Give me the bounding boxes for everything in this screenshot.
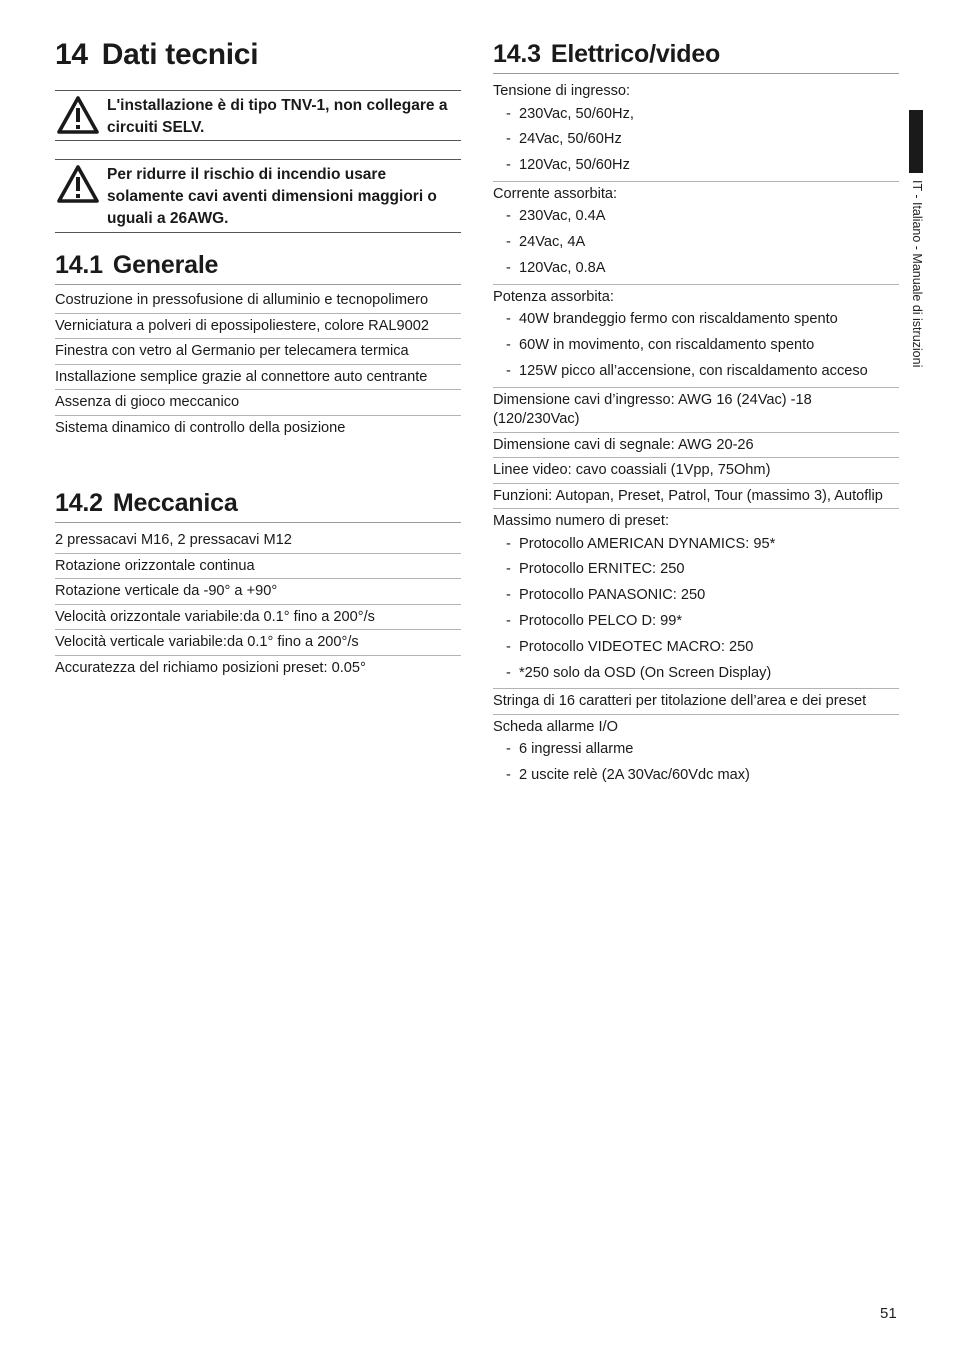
section-title-text: Meccanica	[112, 489, 238, 517]
spec-group-head: Tensione di ingresso:	[493, 83, 631, 99]
spec-group-allarmi	[493, 715, 899, 791]
side-label: IT - Italiano - Manuale di istruzioni	[910, 180, 924, 368]
spec-row: Accuratezza del richiamo posizioni preset: 0.05°	[55, 659, 366, 676]
spec-row: Installazione semplice grazie al connettore auto centrante	[55, 365, 461, 391]
spec-row: 2 pressacavi M16, 2 pressacavi M12	[55, 528, 461, 554]
spec-subitem: - *250 solo da OSD (On Screen Display)	[493, 661, 899, 687]
section-number: 14.2	[55, 489, 103, 517]
spec-subitem: - 120Vac, 50/60Hz	[493, 153, 899, 179]
spec-subitem: - 120Vac, 0.8A	[493, 256, 899, 282]
spec-row: Rotazione verticale da -90° a +90°	[55, 579, 461, 605]
warning-triangle-icon	[56, 164, 100, 204]
spec-row: Linee video: cavo coassiali (1Vpp, 75Ohm)	[493, 458, 899, 484]
spec-subitem: - 40W brandeggio fermo con riscaldamento spento	[493, 307, 899, 333]
section-title-meccanica	[55, 489, 461, 523]
spec-list-elettrico	[493, 79, 899, 791]
spec-subitem: - Protocollo PANASONIC: 250	[493, 583, 899, 609]
section-title-text: Elettrico/video	[550, 40, 721, 68]
spec-group-head: Corrente assorbita:	[493, 185, 618, 202]
warning-text: L'installazione è di tipo TNV-1, non collegare a circuiti SELV.	[107, 97, 448, 136]
spec-row: Finestra con vetro al Germanio per telecamera termica	[55, 339, 461, 365]
spec-row: Rotazione orizzontale continua	[55, 554, 461, 580]
spec-row: Funzioni: Autopan, Preset, Patrol, Tour (massimo 3), Autoflip	[493, 484, 899, 510]
spec-subitem: - 60W in movimento, con riscaldamento spento	[493, 333, 899, 359]
spec-row: Dimensione cavi di segnale: AWG 20-26	[493, 433, 899, 459]
spec-subitem: - 230Vac, 0.4A	[493, 204, 899, 230]
spec-subitem: - Protocollo AMERICAN DYNAMICS: 95*	[493, 532, 899, 558]
spec-group-head: Massimo numero di preset:	[493, 513, 670, 530]
spec-subitem: - 24Vac, 50/60Hz	[493, 127, 899, 153]
spec-subitem: - 24Vac, 4A	[493, 230, 899, 256]
spec-group-preset	[493, 509, 899, 689]
spec-row: Costruzione in pressofusione di alluminio e tecnopolimero	[55, 289, 461, 314]
section-number: 14.1	[55, 251, 103, 279]
section-number: 14.3	[493, 40, 541, 68]
section-title-elettrico	[493, 40, 899, 74]
spec-row: Assenza di gioco meccanico	[55, 390, 461, 416]
spec-subitem: - 2 uscite relè (2A 30Vac/60Vdc max)	[493, 763, 899, 789]
spec-list-meccanica	[55, 528, 461, 680]
warning-text: Per ridurre il rischio di incendio usare solamente cavi aventi dimensioni maggiori o uguali a 26AWG.	[107, 166, 437, 227]
spec-subitem: - Protocollo PELCO D: 99*	[493, 609, 899, 635]
spec-row: Velocità verticale variabile:da 0.1° fino a 200°/s	[55, 630, 461, 656]
spec-group-potenza	[493, 285, 899, 388]
spec-row: Dimensione cavi d’ingresso: AWG 16 (24Vac) -18 (120/230Vac)	[493, 388, 899, 433]
chapter-title-text: Dati tecnici	[101, 38, 259, 71]
section-title-generale	[55, 251, 461, 285]
spec-list-generale	[55, 289, 461, 440]
spec-row: Sistema dinamico di controllo della posizione	[55, 419, 346, 436]
section-title-text: Generale	[112, 251, 219, 279]
warning-fire	[55, 159, 461, 233]
spec-subitem: - 6 ingressi allarme	[493, 737, 899, 763]
spec-group-head: Scheda allarme I/O	[493, 718, 618, 735]
spec-group-head: Potenza assorbita:	[493, 288, 614, 305]
spec-subitem: - 125W picco all’accensione, con riscaldamento acceso	[493, 359, 899, 385]
language-tab-marker	[909, 110, 923, 173]
chapter-number: 14	[55, 38, 88, 71]
spec-group-corrente	[493, 182, 899, 285]
spec-row: Stringa di 16 caratteri per titolazione dell’area e dei preset	[493, 689, 899, 715]
spec-subitem: - Protocollo ERNITEC: 250	[493, 557, 899, 583]
spec-row: Verniciatura a polveri di epossipoliestere, colore RAL9002	[55, 314, 461, 340]
warning-triangle-icon	[56, 95, 100, 135]
page-number: 51	[880, 1305, 897, 1322]
spec-subitem: - Protocollo VIDEOTEC MACRO: 250	[493, 635, 899, 661]
warning-tnv	[55, 90, 461, 141]
spec-group-tensione	[493, 79, 899, 182]
spec-row: Velocità orizzontale variabile:da 0.1° fino a 200°/s	[55, 605, 461, 631]
chapter-title	[55, 38, 258, 72]
spec-subitem: - 230Vac, 50/60Hz,	[493, 102, 899, 128]
